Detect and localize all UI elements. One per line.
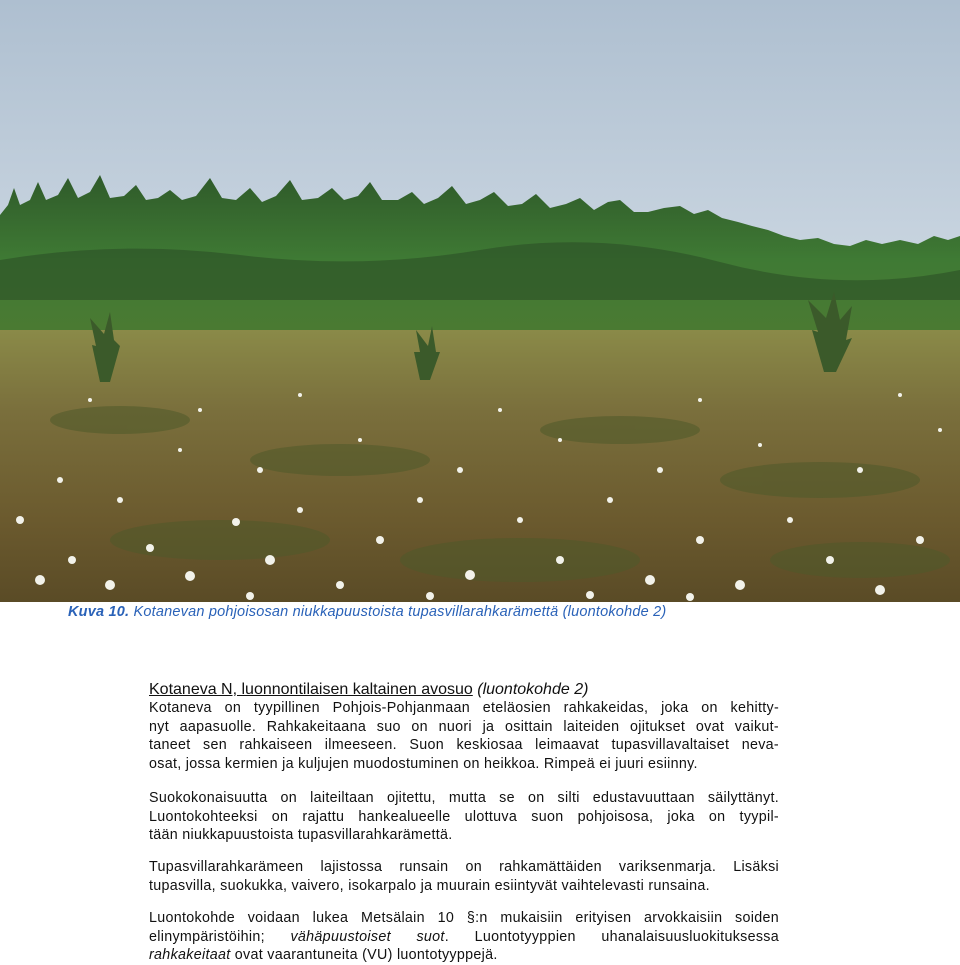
caption-label: Kuva 10.	[68, 604, 130, 620]
text-line: tupasvilla, suokukka, vaivero, isokarpalo ja muurain esiintyvät vaihtelevasti runsaina.	[149, 877, 710, 894]
text-line: tään niukkapuustoista tupasvillarahkarämettä.	[149, 827, 453, 844]
text-line: taneet sen rahkaiseen ilmeeseen. Suon keskiosaa leimaavat tupasvillavaltaiset neva-	[149, 737, 779, 754]
text-line: osat, jossa kermien ja kuljujen muodostuminen on heikkoa. Rimpeä ei juuri esiinny.	[149, 755, 698, 772]
text-fragment: . Luontotyyppien uhanalaisuusluokituksessa	[444, 928, 779, 945]
text-line: nyt aapasuolle. Rahkakeitaana suo on nuori ja osittain laiteiden ojitukset ovat vaikut-	[149, 718, 779, 735]
text-line: Luontokohteeksi on rajattu hankealueelle ulottuva suon pohjoisosa, joka on tyypil-	[149, 808, 779, 825]
paragraph-delineation	[149, 789, 779, 845]
section-heading	[149, 681, 588, 699]
text-fragment: ovat vaarantuneita (VU) luontotyyppejä.	[234, 947, 498, 964]
section-title-note: (luontokohde 2)	[477, 681, 589, 698]
text-line: Kotaneva on tyypillinen Pohjois-Pohjanmaan eteläosien rahkakeidas, joka on kehitty-	[149, 700, 779, 716]
italic-term: rahkakeitaat	[149, 947, 231, 964]
paragraph-legal-status	[149, 909, 779, 965]
text-line: Suokokonaisuutta on laiteiltaan ojitettu, mutta se on silti edustavuuttaan säilyttänyt.	[149, 790, 779, 806]
text-line-mixed	[149, 928, 779, 947]
text-fragment: elinympäristöihin;	[149, 928, 265, 945]
italic-term: vähäpuustoiset suot	[290, 928, 445, 945]
text-line: Tupasvillarahkarämeen lajistossa runsain on rahkamättäiden variksenmarja. Lisäksi	[149, 859, 779, 875]
paragraph-species	[149, 858, 779, 895]
section-title: Kotaneva N, luonnontilaisen kaltainen avosuo	[149, 681, 473, 698]
paragraph-description	[149, 699, 779, 773]
text-line: Luontokohde voidaan lukea Metsälain 10 §:n mukaisiin erityisen arvokkaisiin soiden	[149, 910, 779, 926]
figure-caption	[68, 604, 666, 620]
text-line-mixed	[149, 946, 779, 965]
caption-text: Kotanevan pohjoisosan niukkapuustoista tupasvillarahkarämettä (luontokohde 2)	[133, 604, 667, 620]
